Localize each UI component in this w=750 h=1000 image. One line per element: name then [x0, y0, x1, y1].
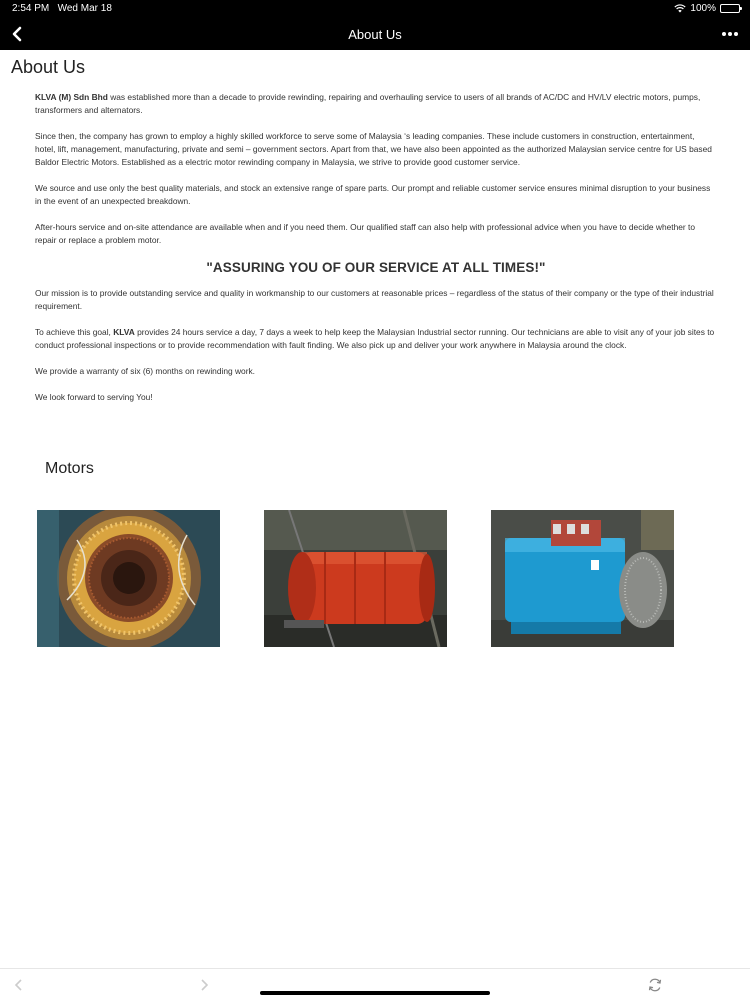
status-right — [674, 3, 740, 14]
motors-gallery — [37, 510, 717, 647]
slogan-heading: "ASSURING YOU OF OUR SERVICE AT ALL TIMES!" — [206, 260, 546, 275]
paragraph-materials: We source and use only the best quality materials, and stock an extensive range of spare parts. Our prompt and reliable customer service ensures minimal disruption to your business in the event of an unexpected breakdown. — [35, 183, 711, 206]
arrow-left-icon[interactable] — [11, 977, 27, 993]
battery-percent: 100% — [690, 3, 716, 14]
intro-paragraph: KLVA (M) Sdn Bhd was established more than a decade to provide rewinding, repairing and overhauling service to users of all brands of AC/DC and HV/LV electric motors, pumps, transformers and alternators. — [35, 92, 701, 115]
home-indicator — [260, 991, 490, 995]
paragraph-closing: We look forward to serving You! — [35, 392, 153, 402]
wifi-icon — [674, 4, 686, 13]
nav-bar — [0, 18, 750, 50]
status-bar — [0, 0, 750, 18]
page-content — [0, 50, 750, 968]
red-motor-photo[interactable] — [264, 510, 447, 647]
paragraph-warranty: We provide a warranty of six (6) months on rewinding work. — [35, 366, 256, 376]
motor-stator-winding-photo[interactable] — [37, 510, 220, 647]
paragraph-goal: To achieve this goal, KLVA provides 24 hours service a day, 7 days a week to help keep the Malaysian Industrial sector running. Our technicians are able to visit any of your job sites to conduct professional inspections or to provide recommendation with fault finding. We also pick up and deliver your work anywhere in Malaysia around the clock. — [35, 327, 715, 350]
blue-motor-photo[interactable] — [491, 510, 674, 647]
more-dots-icon[interactable] — [720, 24, 740, 44]
page-title: About Us — [11, 57, 86, 77]
battery-icon — [720, 4, 740, 13]
reload-icon[interactable] — [647, 977, 663, 993]
nav-title: About Us — [348, 27, 402, 42]
status-time: 2:54 PM Wed Mar 18 — [12, 3, 112, 14]
arrow-right-icon[interactable] — [196, 977, 212, 993]
company-name: KLVA (M) Sdn Bhd — [35, 92, 108, 102]
paragraph-mission: Our mission is to provide outstanding service and quality in workmanship to our customers at reasonable prices – regardless of the status of their company or the type of their industrial requirement. — [35, 288, 714, 311]
motors-title: Motors — [45, 460, 94, 477]
company-name-short: KLVA — [113, 327, 135, 337]
paragraph-after-hours: After-hours service and on-site attendance are available when and if you need them. Our qualified staff can also help with professional advice when you have to decide whether to repair or replace a problem motor. — [35, 222, 696, 245]
paragraph-history: Since then, the company has grown to employ a highly skilled workforce to serve some of Malaysia ‘s leading companies. These include customers in construction, entertainment, hotel, lift, management, manufacturing, private and semi – government sectors. Apart from that, we have also been appointed as the authorized Malaysian service centre for US based Baldor Electric Motors. Established as a electric motor rewinding company in Malaysia, we strive to provide good customer service. — [35, 131, 712, 167]
bottom-toolbar — [0, 968, 750, 1000]
about-text — [35, 91, 717, 417]
